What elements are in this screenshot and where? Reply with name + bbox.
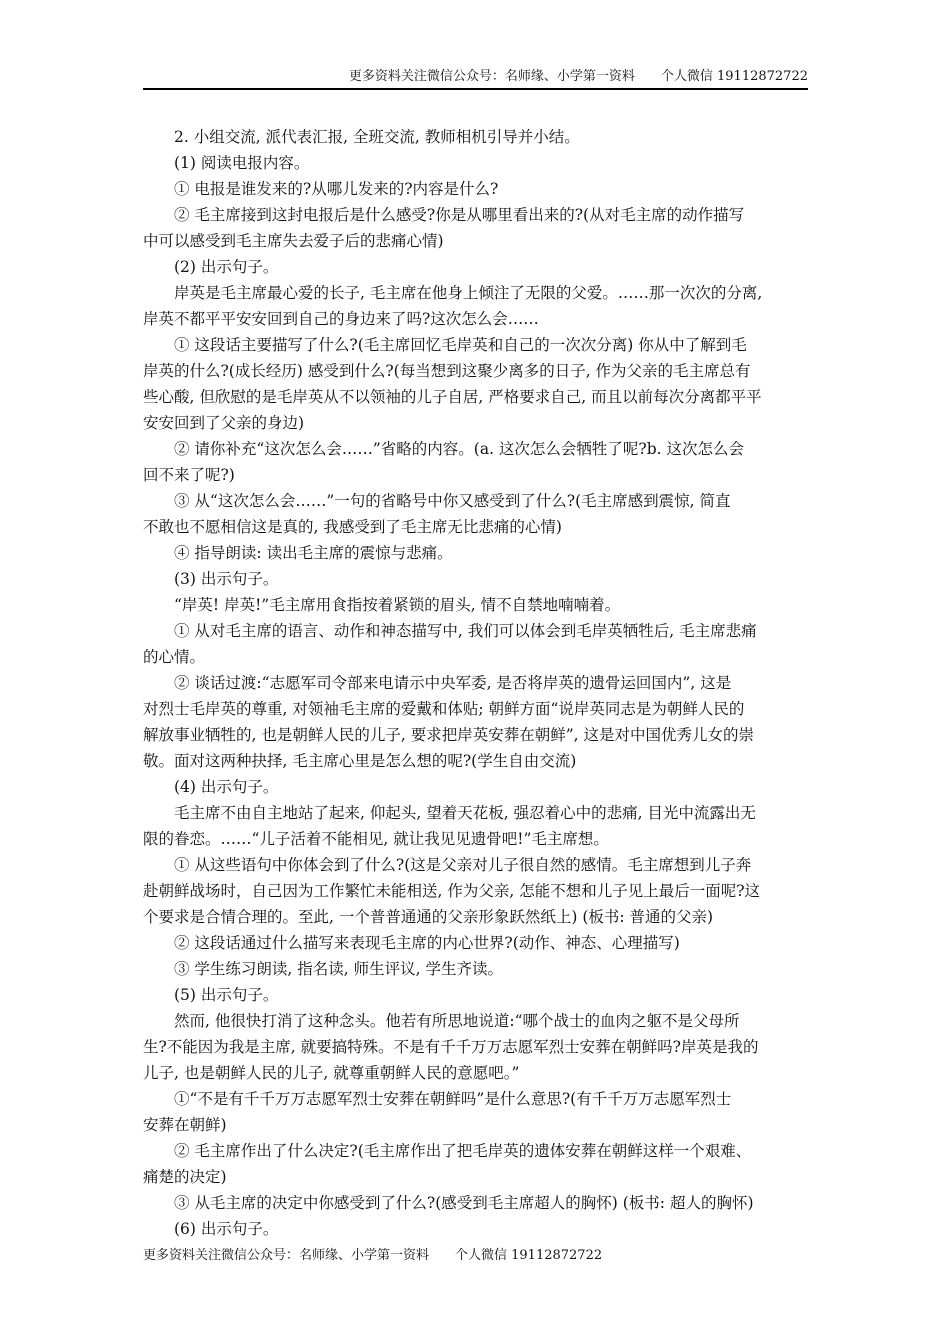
text-line: 不敢也不愿相信这是真的, 我感受到了毛主席无比悲痛的心情) — [143, 518, 562, 536]
text-line: 中可以感受到毛主席失去爱子后的悲痛心情) — [143, 232, 444, 250]
text-line: ④ 指导朗读: 读出毛主席的震惊与悲痛。 — [174, 544, 453, 562]
text-line: 安安回到了父亲的身边) — [143, 414, 305, 432]
text-line: 痛楚的决定) — [143, 1168, 227, 1186]
text-line: ③ 从毛主席的决定中你感受到了什么?(感受到毛主席超人的胸怀) (板书: 超人的胸怀) — [174, 1194, 754, 1212]
text-line: (3) 出示句子。 — [174, 570, 279, 588]
text-line: ① 从对毛主席的语言、动作和神态描写中, 我们可以体会到毛岸英牺牲后, 毛主席悲痛 — [174, 622, 757, 640]
text-line: ① 电报是谁发来的?从哪儿发来的?内容是什么? — [174, 180, 499, 198]
text-line: 生?不能因为我是主席, 就要搞特殊。不是有千千万万志愿军烈士安葬在朝鲜吗?岸英是我的 — [143, 1038, 759, 1056]
page-header: 更多资料关注微信公众号：名师缘、小学第一资料 个人微信 19112872722 — [348, 69, 808, 84]
text-line: 然而, 他很快打消了这种念头。他若有所思地说道:“哪个战士的血肉之躯不是父母所 — [174, 1012, 740, 1030]
text-line: 敬。面对这两种抉择, 毛主席心里是怎么想的呢?(学生自由交流) — [143, 752, 577, 770]
document-body — [143, 124, 808, 1242]
text-line: 毛主席不由自主地站了起来, 仰起头, 望着天花板, 强忍着心中的悲痛, 目光中流露出无 — [174, 804, 756, 822]
text-line: ③ 从“这次怎么会……”一句的省略号中你又感受到了什么?(毛主席感到震惊, 简直 — [174, 492, 731, 510]
text-line: (5) 出示句子。 — [174, 986, 279, 1004]
text-line: (6) 出示句子。 — [174, 1220, 279, 1238]
text-line: (4) 出示句子。 — [174, 778, 279, 796]
text-line: 岸英不都平平安安回到自己的身边来了吗?这次怎么会…… — [143, 310, 539, 328]
text-line: 岸英是毛主席最心爱的长子, 毛主席在他身上倾注了无限的父爱。……那一次次的分离, — [174, 284, 763, 302]
text-line: 解放事业牺牲的, 也是朝鲜人民的儿子, 要求把岸英安葬在朝鲜”, 这是对中国优秀儿女的崇 — [143, 726, 754, 744]
text-line: 的心情。 — [143, 648, 206, 666]
text-line: 儿子, 也是朝鲜人民的儿子, 就尊重朝鲜人民的意愿吧。” — [143, 1064, 520, 1082]
text-line: ① 这段话主要描写了什么?(毛主席回忆毛岸英和自己的一次次分离) 你从中了解到毛 — [174, 336, 747, 354]
text-line: 些心酸, 但欣慰的是毛岸英从不以领袖的儿子自居, 严格要求自己, 而且以前每次分离都平平 — [143, 388, 762, 406]
text-line: 个要求是合情合理的。至此, 一个普普通通的父亲形象跃然纸上) (板书: 普通的父亲) — [143, 908, 714, 926]
text-line: 回不来了呢?) — [143, 466, 235, 484]
text-line: 岸英的什么?(成长经历) 感受到什么?(每当想到这聚少离多的日子, 作为父亲的毛主席总有 — [143, 362, 751, 380]
text-line: 限的眷恋。……“儿子活着不能相见, 就让我见见遗骨吧!”毛主席想。 — [143, 830, 609, 848]
text-line: ③ 学生练习朗读, 指名读, 师生评议, 学生齐读。 — [174, 960, 503, 978]
text-line: “岸英! 岸英!”毛主席用食指按着紧锁的眉头, 情不自禁地喃喃着。 — [174, 596, 621, 614]
text-line: ① 从这些语句中你体会到了什么?(这是父亲对儿子很自然的感情。毛主席想到儿子奔 — [174, 856, 752, 874]
text-line: ② 毛主席作出了什么决定?(毛主席作出了把毛岸英的遗体安葬在朝鲜这样一个艰难、 — [174, 1142, 752, 1160]
text-line: 安葬在朝鲜) — [143, 1116, 227, 1134]
text-line: 赴朝鲜战场时，自己因为工作繁忙未能相送, 作为父亲, 怎能不想和儿子见上最后一面呢?这 — [143, 882, 761, 900]
text-line: (1) 阅读电报内容。 — [174, 154, 310, 172]
header-divider — [143, 88, 808, 90]
text-line: (2) 出示句子。 — [174, 258, 279, 276]
text-line: 2. 小组交流, 派代表汇报, 全班交流, 教师相机引导并小结。 — [174, 128, 580, 146]
text-line: ② 这段话通过什么描写来表现毛主席的内心世界?(动作、神态、心理描写) — [174, 934, 680, 952]
text-line: ② 谈话过渡:“志愿军司令部来电请示中央军委, 是否将岸英的遗骨运回国内”, 这是 — [174, 674, 732, 692]
text-line: ② 毛主席接到这封电报后是什么感受?你是从哪里看出来的?(从对毛主席的动作描写 — [174, 206, 745, 224]
text-line: ② 请你补充“这次怎么会……”省略的内容。(a. 这次怎么会牺牲了呢?b. 这次怎么会 — [174, 440, 745, 458]
text-line: ①“不是有千千万万志愿军烈士安葬在朝鲜吗”是什么意思?(有千千万万志愿军烈士 — [174, 1090, 732, 1108]
page-footer: 更多资料关注微信公众号：名师缘、小学第一资料 个人微信 19112872722 — [143, 1248, 603, 1263]
text-line: 对烈士毛岸英的尊重, 对领袖毛主席的爱戴和体贴; 朝鲜方面“说岸英同志是为朝鲜人民的 — [143, 700, 745, 718]
